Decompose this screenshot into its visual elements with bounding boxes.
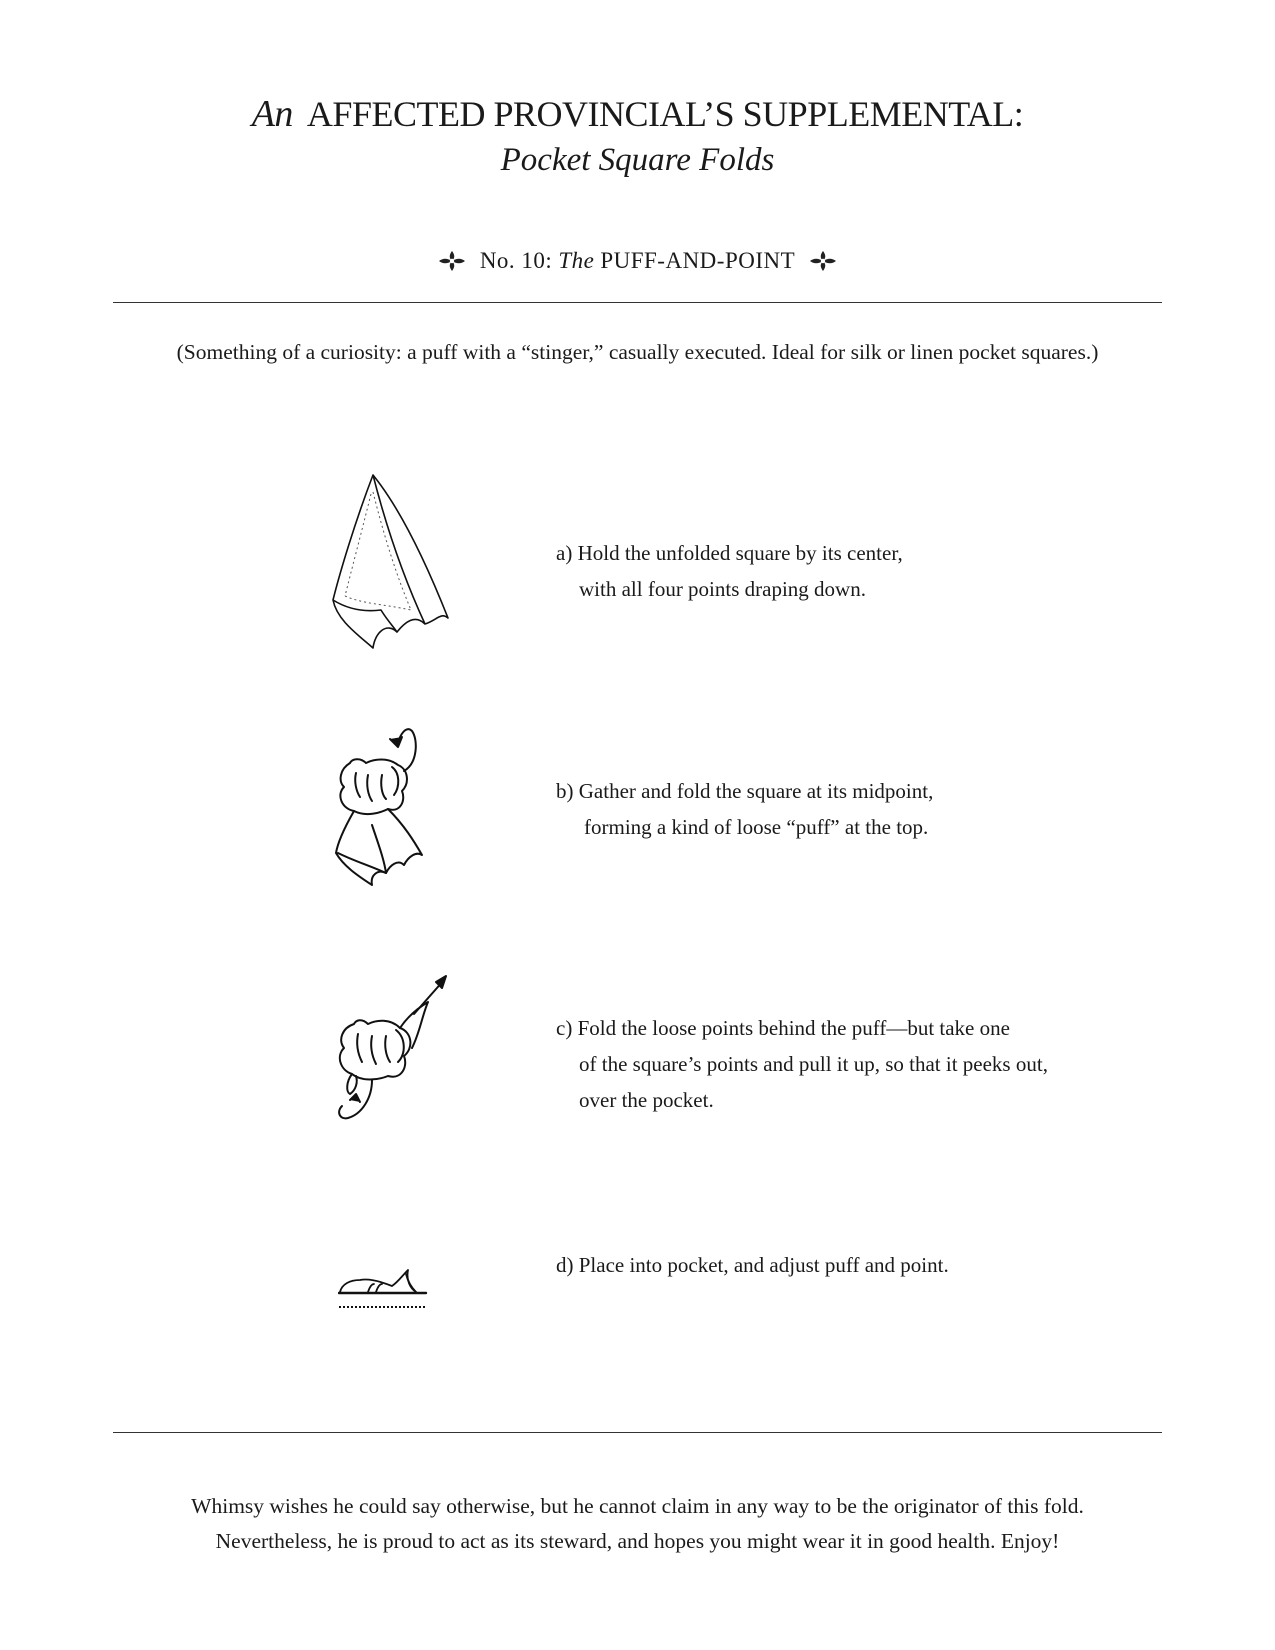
step-b-line: forming a kind of loose “puff” at the top. (584, 815, 929, 839)
step-c-line: c) Fold the loose points behind the puff—but take one (556, 1016, 1010, 1040)
pocket-placement-illustration (338, 1262, 428, 1314)
page-subtitle: Pocket Square Folds (500, 142, 775, 178)
step-b-text (556, 773, 933, 845)
step-a-line: with all four points draping down. (579, 577, 866, 601)
step-c-line: over the pocket. (579, 1088, 714, 1112)
top-divider (113, 302, 1162, 303)
puff-with-point-illustration (332, 970, 462, 1130)
footer-line: Nevertheless, he is proud to act as its steward, and hopes you might wear it in good health. Enjoy! (215, 1529, 1060, 1553)
fold-number: No. 10: (479, 248, 553, 273)
intro-text: (Something of a curiosity: a puff with a “stinger,” casually executed. Ideal for silk or linen pocket squares.) (176, 340, 1099, 364)
step-d-line: d) Place into pocket, and adjust puff and point. (556, 1253, 949, 1277)
step-c-line: of the square’s points and pull it up, so that it peeks out, (579, 1052, 1048, 1076)
step-a-line: a) Hold the unfolded square by its center, (556, 541, 903, 565)
page-title (0, 92, 1275, 136)
step-b-line: b) Gather and fold the square at its midpoint, (556, 779, 934, 803)
step-a-text (556, 535, 903, 607)
step-d-text (556, 1247, 949, 1283)
fold-name: PUFF-AND-POINT (600, 248, 796, 273)
draped-square-illustration (325, 472, 455, 662)
footer-line: Whimsy wishes he could say otherwise, but he cannot claim in any way to be the originator of this fold. (191, 1494, 1084, 1518)
title-prefix: An (251, 93, 293, 135)
title-main: AFFECTED PROVINCIAL’S SUPPLEMENTAL: (306, 94, 1024, 134)
fleuron-ornament-icon (809, 250, 837, 272)
fold-article: The (558, 248, 595, 273)
fold-heading (0, 248, 1275, 274)
gathered-puff-illustration (332, 725, 442, 910)
step-c-text (556, 1010, 1048, 1118)
footer-note (0, 1489, 1275, 1559)
fleuron-ornament-icon (438, 250, 466, 272)
bottom-divider (113, 1432, 1162, 1433)
